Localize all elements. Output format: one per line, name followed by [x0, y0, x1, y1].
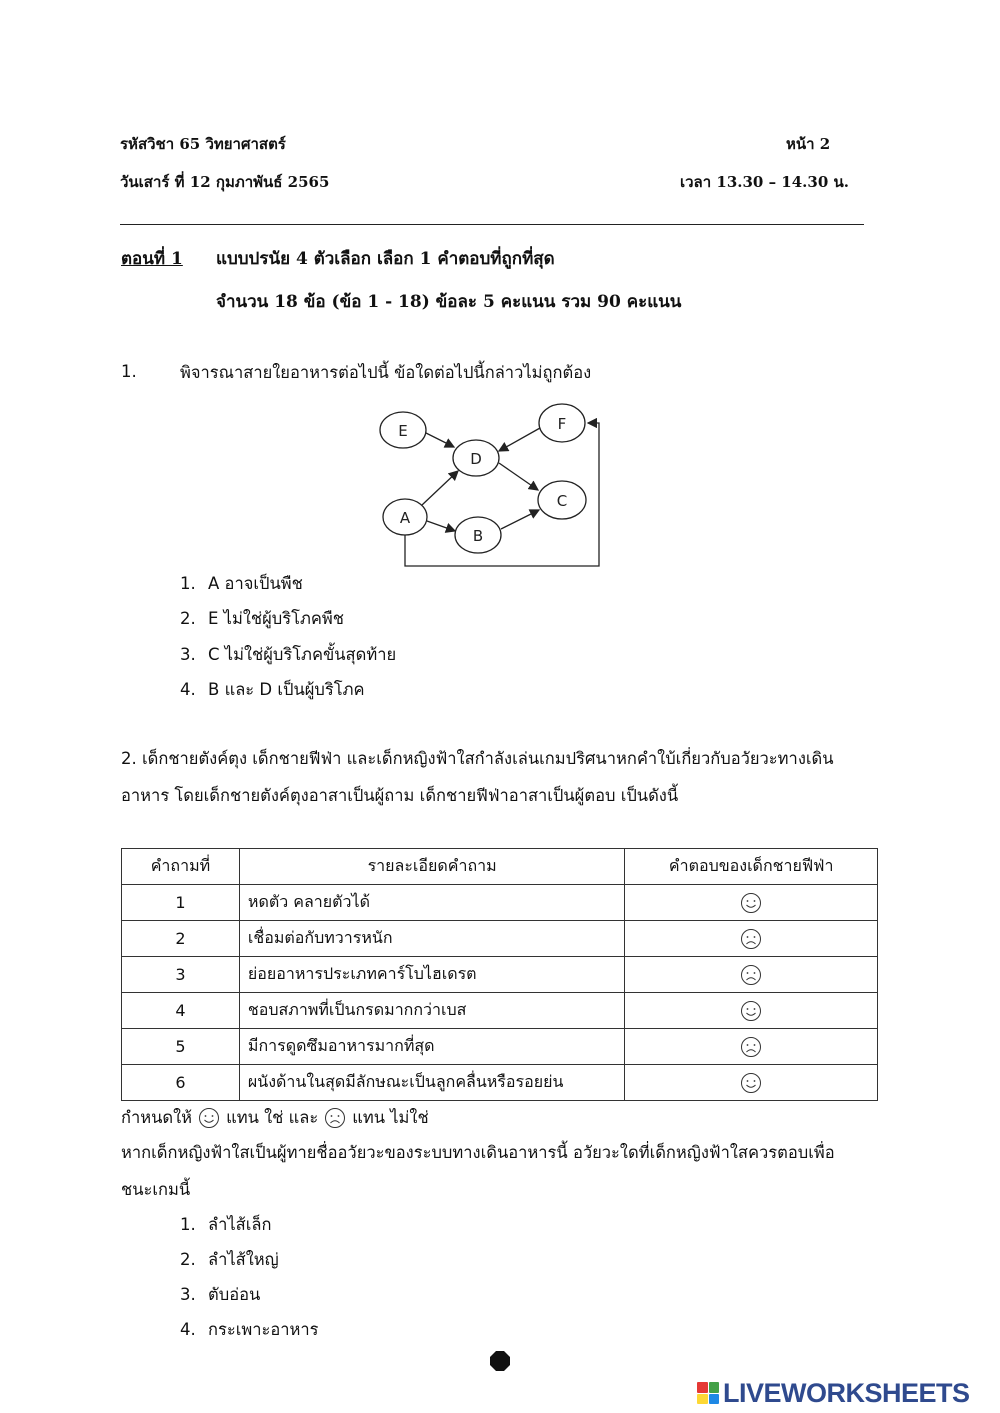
row-detail: เชื่อมต่อกับทวารหนัก [239, 921, 624, 957]
frown-icon [740, 1036, 762, 1058]
q2-line-2: อาหาร โดยเด็กชายตังค์ตุงอาสาเป็นผู้ถาม เด็กชายฟีฟ่าอาสาเป็นผู้ตอบ เป็นดังนี้ [121, 786, 679, 805]
smile-icon [740, 1000, 762, 1022]
col-header-answer: คำตอบของเด็กชายฟีฟ่า [625, 849, 878, 885]
q2-option-3[interactable]: 3. ตับอ่อน [180, 1285, 261, 1304]
arrow-b-c [501, 510, 539, 529]
section-label: ตอนที่ 1 [121, 249, 183, 269]
row-number: 1 [122, 885, 240, 921]
row-answer [625, 957, 878, 993]
q2-option-4[interactable]: 4. กระเพาะอาหาร [180, 1320, 319, 1339]
smile-icon [198, 1107, 220, 1129]
node-b-label: B [472, 527, 484, 545]
course-code: รหัสวิชา 65 วิทยาศาสตร์ [120, 135, 286, 153]
table-row [122, 1029, 878, 1065]
row-answer [625, 993, 878, 1029]
row-answer [625, 1065, 878, 1101]
q1-text: พิจารณาสายใยอาหารต่อไปนี้ ข้อใดต่อไปนี้กล่าวไม่ถูกต้อง [180, 363, 592, 382]
q1-option-4[interactable]: 4. B และ D เป็นผู้บริโภค [180, 680, 365, 699]
answer-legend [121, 1105, 429, 1131]
arrow-d-c [499, 463, 538, 490]
row-answer [625, 1029, 878, 1065]
node-f-label: F [557, 415, 567, 433]
legend-yes: แทน ใช่ และ [226, 1108, 319, 1127]
page-number: หน้า 2 [786, 135, 831, 153]
q1-option-3[interactable]: 3. C ไม่ใช่ผู้บริโภคขั้นสุดท้าย [180, 645, 397, 664]
col-header-no: คำถามที่ [122, 849, 240, 885]
row-detail: ชอบสภาพที่เป็นกรดมากกว่าเบส [239, 993, 624, 1029]
q1-number: 1. [121, 362, 137, 381]
q1-option-1[interactable]: 1. A อาจเป็นพืช [180, 574, 303, 593]
octagon-page-marker-icon [489, 1350, 511, 1372]
smile-icon [740, 892, 762, 914]
q2-option-2[interactable]: 2. ลำไส้ใหญ่ [180, 1250, 279, 1269]
row-number: 5 [122, 1029, 240, 1065]
legend-prefix: กำหนดให้ [121, 1108, 193, 1127]
table-row [122, 885, 878, 921]
arrow-f-d [499, 428, 540, 451]
node-e-label: E [398, 422, 408, 440]
food-web-diagram [370, 395, 610, 590]
logo-square [697, 1382, 708, 1393]
header-divider [120, 224, 864, 225]
table-row [122, 1065, 878, 1101]
row-number: 3 [122, 957, 240, 993]
section-line-1: แบบปรนัย 4 ตัวเลือก เลือก 1 คำตอบที่ถูกที่สุด [216, 249, 555, 269]
logo-square [709, 1394, 720, 1405]
row-number: 4 [122, 993, 240, 1029]
q1-option-2[interactable]: 2. E ไม่ใช่ผู้บริโภคพืช [180, 609, 344, 628]
node-a-label: A [399, 509, 411, 527]
row-detail: หดตัว คลายตัวได้ [239, 885, 624, 921]
row-detail: ย่อยอาหารประเภทคาร์โบไฮเดรต [239, 957, 624, 993]
q2-prompt-2: ชนะเกมนี้ [121, 1180, 191, 1199]
frown-icon [740, 964, 762, 986]
smile-icon [740, 1072, 762, 1094]
row-answer [625, 921, 878, 957]
liveworksheets-brand[interactable] [697, 1378, 970, 1408]
frown-icon [740, 928, 762, 950]
legend-no: แทน ไม่ใช่ [352, 1108, 429, 1127]
arrow-a-b [427, 521, 455, 531]
table-row [122, 921, 878, 957]
col-header-detail: รายละเอียดคำถาม [239, 849, 624, 885]
arrow-a-f [405, 423, 599, 566]
q2-line-1: 2. เด็กชายตังค์ตุง เด็กชายฟีฟ่า และเด็กหญิงฟ้าใสกำลังเล่นเกมปริศนาหกคำใบ้เกี่ยวกับอวัยวะทางเดิน [121, 749, 834, 768]
row-number: 2 [122, 921, 240, 957]
arrow-e-d [426, 433, 454, 447]
q2-prompt-1: หากเด็กหญิงฟ้าใสเป็นผู้ทายชื่ออวัยวะของระบบทางเดินอาหารนี้ อวัยวะใดที่เด็กหญิงฟ้าใสควรตอบเพื่อ [121, 1143, 835, 1162]
exam-date: วันเสาร์ ที่ 12 กุมภาพันธ์ 2565 [120, 173, 330, 191]
row-detail: มีการดูดซึมอาหารมากที่สุด [239, 1029, 624, 1065]
q2-option-1[interactable]: 1. ลำไส้เล็ก [180, 1215, 272, 1234]
q2-table [121, 848, 878, 1101]
frown-icon [324, 1107, 346, 1129]
row-number: 6 [122, 1065, 240, 1101]
exam-time: เวลา 13.30 – 14.30 น. [680, 173, 849, 191]
table-row [122, 957, 878, 993]
brand-wordmark: LIVEWORKSHEETS [723, 1377, 970, 1408]
node-c-label: C [556, 492, 568, 510]
row-answer [625, 885, 878, 921]
row-detail: ผนังด้านในสุดมีลักษณะเป็นลูกคลื่นหรือรอยย่น [239, 1065, 624, 1101]
logo-square [697, 1394, 708, 1405]
table-header-row [122, 849, 878, 885]
table-row [122, 993, 878, 1029]
liveworksheets-logo-icon [697, 1382, 719, 1404]
arrow-a-d [422, 471, 458, 505]
node-d-label: D [470, 450, 482, 468]
section-line-2: จำนวน 18 ข้อ (ข้อ 1 - 18) ข้อละ 5 คะแนน รวม 90 คะแนน [216, 292, 682, 312]
logo-square [709, 1382, 720, 1393]
